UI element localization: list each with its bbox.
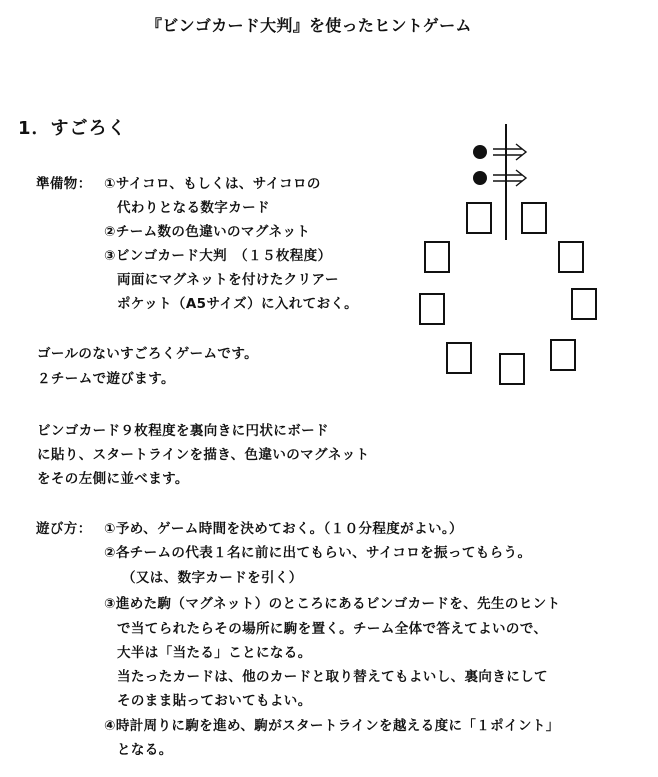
preparation-line: ポケット（A5サイズ）に入れておく。 [117,296,359,312]
document-title: 『ビンゴカード大判』を使ったヒントゲーム [146,16,472,35]
team-magnet [473,171,487,185]
intro-line: ゴールのないすごろくゲームです。 [37,346,259,362]
bingo-card [551,340,575,370]
preparation-line: ①サイコロ、もしくは、サイコロの [104,176,321,192]
team-magnet [473,145,487,159]
howto-line: ②各チームの代表１名に前に出てもらい、サイコロを振ってもらう。 [104,545,532,561]
howto-line: そのまま貼っておいてもよい。 [117,693,312,709]
setup-line: をその左側に並べます。 [37,471,189,487]
howto-line: ①予め、ゲーム時間を決めておく。（１０分程度がよい。） [104,521,463,537]
howto-line: ③進めた駒（マグネット）のところにあるビンゴカードを、先生のヒント [104,596,561,612]
howto-line: 大半は「当たる」ことになる。 [117,645,312,661]
bingo-card [425,242,449,272]
howto-line: で当てられたらその場所に駒を置く。チーム全体で答えてよいので、 [117,621,548,637]
preparation-line: ③ビンゴカード大判 （１５枚程度） [104,248,332,264]
double-arrow-icon [493,144,526,160]
preparation-label: 準備物： [36,176,92,192]
howto-line: となる。 [117,742,173,758]
howto-label: 遊び方： [36,521,92,537]
bingo-card [572,289,596,319]
setup-line: に貼り、スタートラインを描き、色違いのマグネット [37,447,370,463]
bingo-card [559,242,583,272]
bingo-card [420,294,444,324]
howto-line: （又は、数字カードを引く） [122,570,303,586]
preparation-line: 代わりとなる数字カード [117,200,270,216]
bingo-card [467,203,491,233]
howto-line: ④時計周りに駒を進め、駒がスタートラインを越える度に「１ポイント」 [104,718,560,734]
bingo-card [522,203,546,233]
section-heading: 1．すごろく [18,118,127,139]
bingo-card [447,343,471,373]
preparation-line: ②チーム数の色違いのマグネット [104,224,311,240]
bingo-card [500,354,524,384]
setup-line: ビンゴカード９枚程度を裏向きに円状にボード [37,423,329,439]
double-arrow-icon [493,170,526,186]
howto-line: 当たったカードは、他のカードと取り替えてもよいし、裏向きにして [117,669,548,685]
intro-line: ２チームで遊びます。 [37,371,175,387]
preparation-line: 両面にマグネットを付けたクリアー [117,272,339,288]
